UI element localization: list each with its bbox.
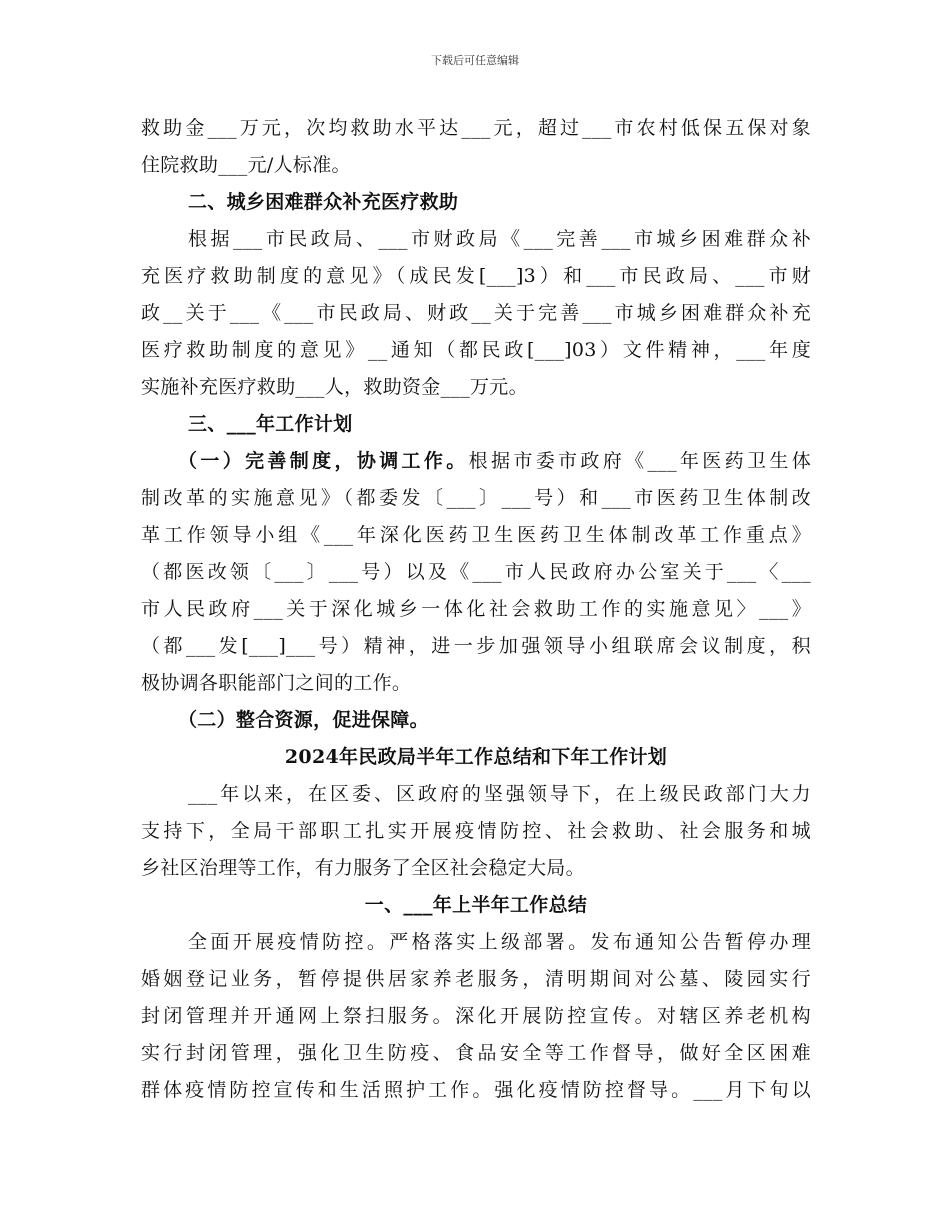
body-text-inline: 根据市委市政府《___年医药卫生体 xyxy=(468,450,811,472)
section-heading: 三、___年工作计划 xyxy=(188,413,353,435)
section-heading: 一、___年上半年工作总结 xyxy=(364,894,588,916)
body-line: 全面开展疫情防控。严格落实上级部署。发布通知公告暂停办理 xyxy=(188,931,811,953)
subheading-inline: （一）完善制度，协调工作。 xyxy=(178,450,469,472)
body-line: （都医改领〔___〕___号）以及《___市人民政府办公室关于___〈___ xyxy=(141,561,811,583)
body-line: 婚姻登记业务，暂停提供居家养老服务，清明期间对公墓、陵园实行 xyxy=(141,968,811,990)
body-line: 医疗救助制度的意见》__通知（都民政[___]03）文件精神，___年度 xyxy=(141,339,811,361)
body-line: 支持下，全局干部职工扎实开展疫情防控、社会救助、社会服务和城 xyxy=(141,820,811,842)
subheading: （二）整合资源，促进保障。 xyxy=(178,709,429,731)
body-line: 市人民政府___关于深化城乡一体化社会救助工作的实施意见〉___》 xyxy=(141,598,811,620)
body-line: 制改革的实施意见》（都委发〔___〕___号）和___市医药卫生体制改 xyxy=(141,487,811,509)
body-line: ___年以来，在区委、区政府的坚强领导下，在上级民政部门大力 xyxy=(188,783,811,805)
document-title: 2024年民政局半年工作总结和下年工作计划 xyxy=(284,746,668,768)
body-line: 革工作领导小组《___年深化医药卫生医药卫生体制改革工作重点》 xyxy=(141,524,811,546)
body-line: 政__关于___《___市民政局、财政__关于完善___市城乡困难群众补充 xyxy=(141,302,811,324)
body-line: 住院救助___元/人标准。 xyxy=(141,154,351,176)
body-line: 根据___市民政局、___市财政局《___完善___市城乡困难群众补 xyxy=(188,228,811,250)
body-line: 充医疗救助制度的意见》（成民发[___]3）和___市民政局、___市财 xyxy=(141,265,811,287)
page-header-note: 下载后可任意编辑 xyxy=(431,54,519,67)
body-line: 群体疫情防控宣传和生活照护工作。强化疫情防控督导。___月下旬以 xyxy=(141,1079,811,1101)
body-line-with-subheading xyxy=(141,443,811,480)
body-line: 实施补充医疗救助___人，救助资金___万元。 xyxy=(141,376,528,398)
body-line: 救助金___万元，次均救助水平达___元，超过___市农村低保五保对象 xyxy=(141,117,811,139)
body-line: （都___发[___]___号）精神，进一步加强领导小组联席会议制度，积 xyxy=(141,635,811,657)
body-line: 封闭管理并开通网上祭扫服务。深化开展防控宣传。对辖区养老机构 xyxy=(141,1005,811,1027)
body-line: 实行封闭管理，强化卫生防疫、食品安全等工作督导，做好全区困难 xyxy=(141,1042,811,1064)
document-body xyxy=(141,110,811,1109)
body-line: 乡社区治理等工作，有力服务了全区社会稳定大局。 xyxy=(141,857,585,879)
body-line: 极协调各职能部门之间的工作。 xyxy=(141,672,412,694)
section-heading: 二、城乡困难群众补充医疗救助 xyxy=(188,191,459,213)
